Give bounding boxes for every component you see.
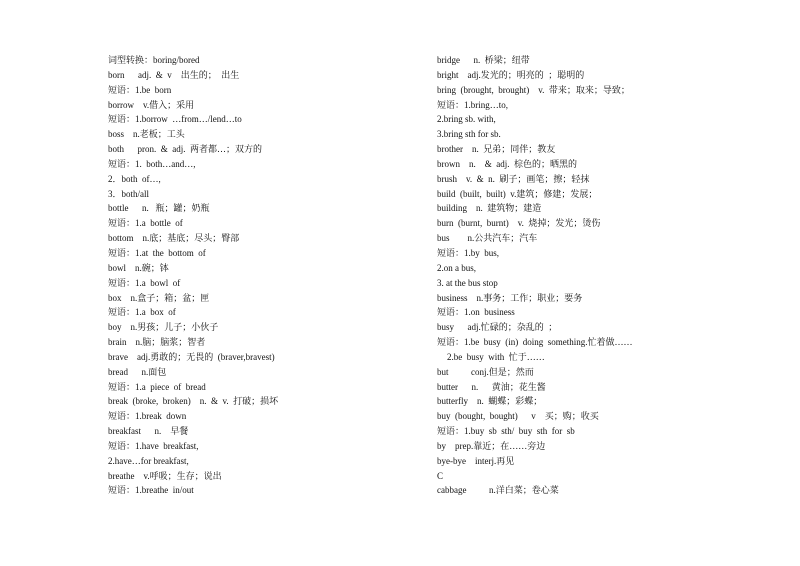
vocab-line: 2.bring sb. with, [437, 114, 496, 125]
vocab-line: brave adj.勇敢的；无畏的 (braver,bravest) [108, 351, 275, 362]
vocab-line: 短语：1.buy sb sth/ buy sth for sb [437, 426, 575, 437]
vocab-line: but conj.但是；然而 [437, 366, 534, 377]
vocab-line: 短语：1.breathe in/out [108, 485, 194, 496]
vocab-line: bridge n. 桥梁；纽带 [437, 55, 530, 65]
vocab-line: 3.bring sth for sb. [437, 129, 501, 140]
vocab-line: 短语：1. both…and…, [108, 158, 196, 169]
vocab-line: bottle n. 瓶；罐；奶瓶 [108, 203, 210, 214]
vocab-line: box n.盒子；箱；盆；匣 [108, 292, 210, 303]
vocab-line: 短语：1.be busy (in) doing something.忙着做…… [437, 337, 633, 348]
vocab-line: 短语：1.a bowl of [108, 277, 181, 288]
vocab-line: 短语：1.be born [108, 84, 172, 95]
vocab-line: 2．both of…, [108, 173, 161, 184]
vocab-line: by prep.靠近；在……旁边 [437, 440, 546, 451]
vocab-line: bread n.面包 [108, 366, 167, 377]
vocab-line: building n. 建筑物；建造 [437, 203, 542, 214]
vocab-line: brother n. 兄弟；同伴；教友 [437, 144, 556, 155]
right-column [437, 53, 767, 498]
vocab-line: 短语：1.a box of [108, 307, 176, 318]
vocab-line: cabbage n.洋白菜；卷心菜 [437, 485, 559, 496]
vocab-line: bright adj.发光的；明亮的 ；聪明的 [437, 69, 585, 80]
vocab-line: 短语：1.by bus, [437, 247, 500, 258]
vocab-line: bring (brought, brought) v. 带来；取来；导致； [437, 84, 630, 95]
vocab-line: brain n.脑；脑浆；智者 [108, 337, 206, 348]
vocab-line: butter n. 黄油；花生酱 [437, 381, 546, 392]
vocab-line: 短语：1.a piece of bread [108, 381, 206, 392]
vocab-line: buy (bought, bought) v 买；购；收买 [437, 411, 599, 422]
vocab-line: born adj. & v 出生的； 出生 [108, 69, 240, 80]
vocab-line: build (built, built) v.建筑；修建；发展； [437, 188, 598, 199]
vocab-line: boy n.男孩；儿子；小伙子 [108, 322, 219, 333]
vocab-line: break (broke, broken) n. & v. 打破；损坏 [108, 396, 279, 407]
vocab-line: borrow v.借入；采用 [108, 99, 195, 110]
vocab-line: brown n. & adj. 棕色的；晒黑的 [437, 158, 577, 169]
vocab-line: 短语：1.on business [437, 307, 515, 318]
vocab-line: breathe v.呼吸；生存；说出 [108, 470, 222, 481]
vocab-line: 2.be busy with 忙于…… [447, 351, 545, 362]
vocab-line: bowl n.碗；钵 [108, 262, 169, 273]
vocab-line: brush v. & n. 刷子；画笔；擦；轻抹 [437, 173, 590, 184]
vocab-line: 短语：1.have breakfast, [108, 440, 199, 451]
vocab-line: 短语：1.bring…to, [437, 99, 508, 110]
vocab-line: butterfly n. 蝴蝶；彩蝶； [437, 396, 543, 407]
vocab-line: bye-bye interj.再见 [437, 455, 515, 466]
vocab-line: C [437, 470, 444, 481]
vocab-line: 词型转换：boring/bored [108, 55, 200, 65]
vocab-line: business n.事务；工作；职业；要务 [437, 292, 583, 303]
vocab-line: boss n.老板；工头 [108, 129, 185, 140]
vocab-line: 短语：1.break down [108, 411, 187, 422]
vocab-line: 短语：1.borrow …from…/lend…to [108, 114, 242, 125]
vocab-line: burn (burnt, burnt) v. 烧掉；发光；烫伤 [437, 218, 601, 229]
vocab-line: 2.have…for breakfast, [108, 455, 189, 466]
vocab-line: busy adj.忙碌的；杂乱的 ； [437, 322, 558, 333]
vocab-line: 2.on a bus, [437, 262, 476, 273]
vocab-line: 短语：1.a bottle of [108, 218, 183, 229]
vocab-line: both pron. & adj. 两者都…；双方的 [108, 144, 262, 155]
left-column [108, 53, 408, 498]
vocab-line: bottom n.底；基底；尽头；臀部 [108, 233, 240, 244]
vocab-line: bus n.公共汽车；汽车 [437, 233, 538, 244]
vocab-line: 3．both/all [108, 188, 149, 199]
vocab-line: breakfast n. 早餐 [108, 426, 189, 437]
vocab-line: 短语：1.at the bottom of [108, 247, 206, 258]
vocab-line: 3. at the bus stop [437, 277, 498, 288]
